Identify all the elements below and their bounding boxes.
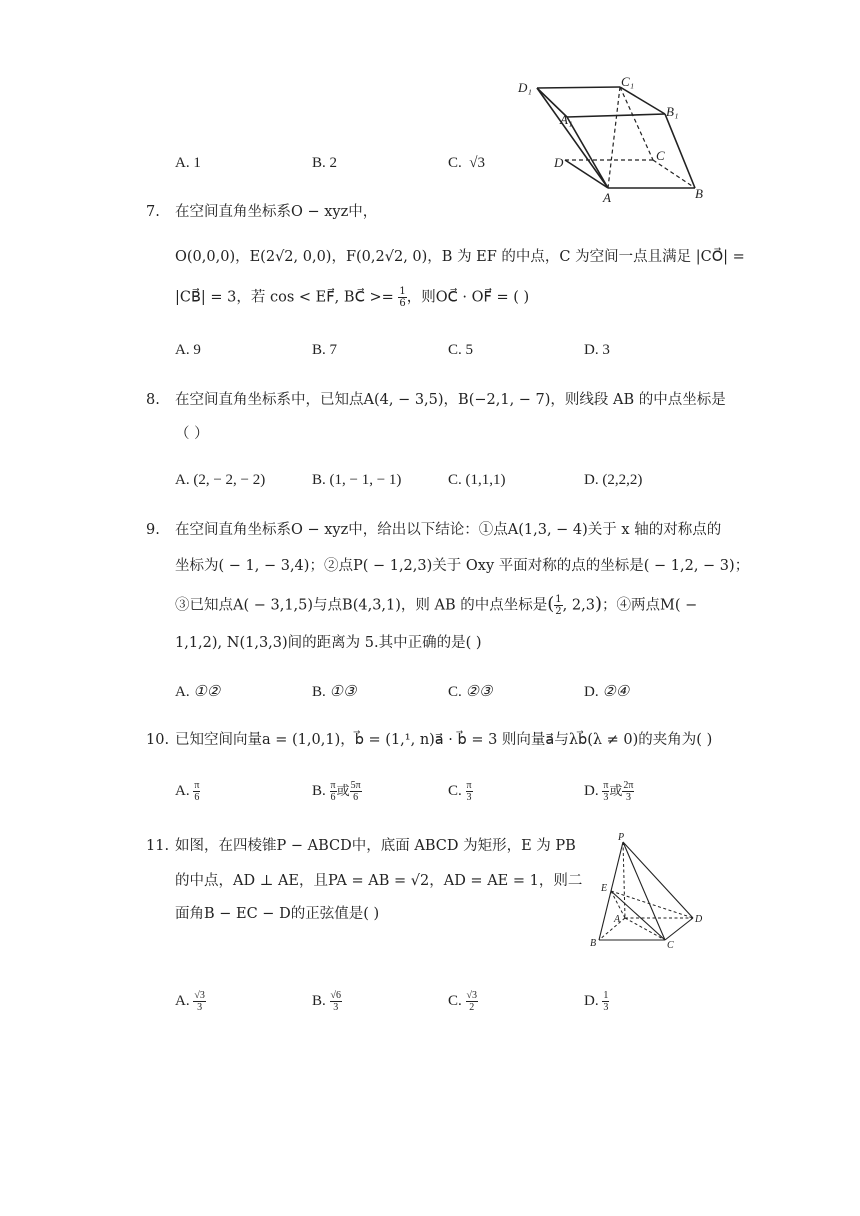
q10-option-d: D. $\frac{\pi}{3}$ 或 $\frac{2\pi}{3}$	[584, 780, 634, 804]
q7-line3: |CB⃗| = 3，若 cos < EF⃗, BC⃗ >= $\frac{1}{6}$ ，则OC⃗ · OF⃗ = ( )	[175, 286, 530, 309]
q9-option-b: B. ①③	[312, 684, 357, 700]
q10-line1: 已知空间向量a = (1,0,1)，b⃗ = (1,¹, n)a⃗ · b⃗ = 3 则向量a⃗与λb⃗(λ ≠ 0)的夹角为( )	[175, 732, 713, 748]
q11-line3: 面角B − EC − D的正弦值是( )	[175, 906, 380, 922]
q11-line2: 的中点，AD ⊥ AE，且PA = AB = √2，AD = AE = 1，则二	[175, 873, 583, 889]
label-a: A	[603, 190, 611, 205]
q9-line4: 1,1,2), N(1,3,3)间的距离为 5.其中正确的是( )	[175, 635, 482, 651]
q8-option-a: A. (2, − 2, − 2)	[175, 472, 266, 488]
q7-number: 7.	[146, 204, 160, 220]
q9-line1: 在空间直角坐标系O − xyz中，给出以下结论：①点A(1,3, − 4)关于 x 轴的对称点的	[175, 522, 722, 538]
label-d1: D₁	[518, 80, 532, 95]
q11-option-d: D. $\frac{1}{3}$	[584, 990, 609, 1013]
q10-option-a: A. $\frac{\pi}{6}$	[175, 780, 200, 803]
q10-number: 10.	[146, 732, 170, 748]
q7-option-a: A. 9	[175, 342, 201, 358]
label-b: B	[590, 938, 597, 949]
q7-option-b: B. 7	[312, 342, 338, 358]
pyramid-figure	[585, 828, 715, 953]
q6-option-c: C. √3	[448, 155, 485, 171]
label-c1: C₁	[621, 74, 635, 89]
label-b1: B₁	[666, 104, 679, 119]
q9-line3: ③已知点A( − 3,1,5)与点B(4,3,1)，则 AB 的中点坐标是( $\frac{1}{2}$ , 2,3)；④两点M( −	[175, 593, 698, 617]
label-c: C	[656, 148, 665, 163]
q8-number: 8.	[146, 392, 160, 408]
label-d: D	[695, 914, 703, 925]
label-p: P	[618, 832, 625, 843]
q11-option-c: C. $\frac{√3}{2}$	[448, 990, 478, 1013]
q8-option-c: C. (1,1,1)	[448, 472, 506, 488]
label-b: B	[695, 186, 703, 201]
q9-option-a: A. ①②	[175, 684, 221, 700]
q11-option-b: B. $\frac{√6}{3}$	[312, 990, 342, 1013]
q11-option-a: A. $\frac{√3}{3}$	[175, 990, 205, 1013]
parallelepiped-figure	[510, 70, 715, 205]
q10-option-b: B. $\frac{\pi}{6}$ 或 $\frac{5\pi}{6}$	[312, 780, 361, 804]
q8-line1: 在空间直角坐标系中，已知点A(4, − 3,5)，B(−2,1, − 7)，则线段 AB 的中点坐标是	[175, 392, 726, 408]
q9-option-d: D. ②④	[584, 684, 630, 700]
q9-option-c: C. ②③	[448, 684, 493, 700]
label-a: A	[614, 914, 621, 925]
label-d: D	[554, 155, 564, 170]
q6-option-a: A. 1	[175, 155, 201, 171]
q11-number: 11.	[146, 838, 170, 854]
q8-line2: （ ）	[175, 426, 209, 442]
q9-line2: 坐标为( − 1, − 3,4)；②点P( − 1,2,3)关于 Oxy 平面对称的点的坐标是( − 1,2, − 3)；	[175, 558, 750, 574]
q8-option-d: D. (2,2,2)	[584, 472, 643, 488]
q11-line1: 如图，在四棱锥P − ABCD中，底面 ABCD 为矩形，E 为 PB	[175, 838, 576, 854]
label-c: C	[667, 940, 674, 951]
q10-option-c: C. $\frac{\pi}{3}$	[448, 780, 472, 803]
q7-option-d: D. 3	[584, 342, 610, 358]
q9-number: 9.	[146, 522, 160, 538]
q6-option-b: B. 2	[312, 155, 338, 171]
label-e: E	[601, 883, 608, 894]
q8-option-b: B. (1, − 1, − 1)	[312, 472, 402, 488]
label-a1: A₁	[560, 112, 573, 127]
q7-option-c: C. 5	[448, 342, 474, 358]
q7-line2: O(0,0,0)，E(2√2, 0,0)，F(0,2√2, 0)，B 为 EF 的中点，C 为空间一点且满足 |CO⃗| =	[175, 249, 745, 265]
q7-line1: 在空间直角坐标系O − xyz中，	[175, 204, 378, 220]
